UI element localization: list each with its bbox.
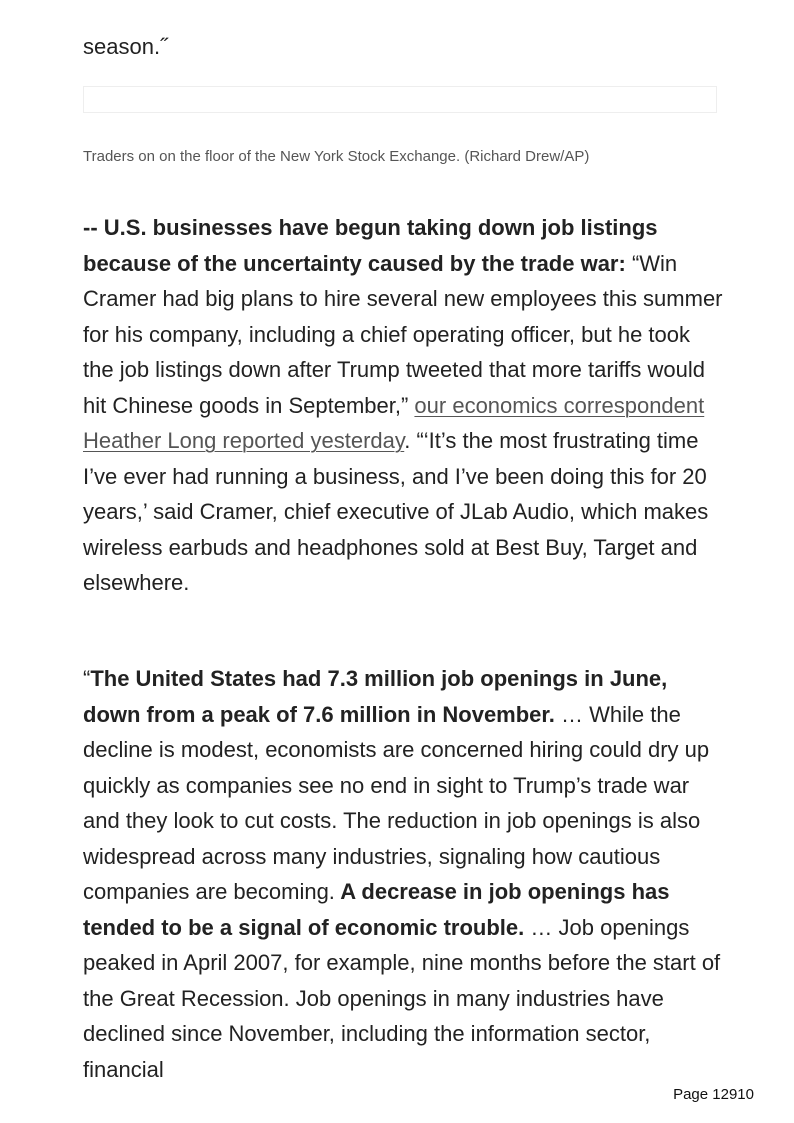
paragraph-bold-lead: -- U.S. businesses have begun taking down job listings because of the uncertainty caused by the trade war:	[83, 215, 658, 276]
job-openings-body-text: … While the decline is modest, economists are concerned hiring could dry up quickly as companies see no end in sight to Trump’s trade war and they look to cut costs. The reduction in job openings is also widespread across many industries, signaling how cautious companies are becoming.	[83, 701, 710, 904]
job-openings-bold-statement: The United States had 7.3 million job openings in June, down from a peak of 7.6 million in November.	[83, 666, 668, 727]
paragraph-quote-text: “Win Cramer had big plans to hire several new employees this summer for his company, including a chief operating officer, but he took the job listings down after Trump tweeted that more tariffs would hit Chinese goods in September,”	[83, 250, 723, 418]
page-number: Page 12910	[673, 1086, 754, 1103]
economic-trouble-bold-statement: A decrease in job openings has tended to be a signal of economic trouble.	[83, 879, 670, 940]
image-caption: Traders on on the floor of the New York Stock Exchange. (Richard Drew/AP)	[83, 148, 590, 165]
paragraph-quote-continuation: . “‘It’s the most frustrating time I’ve ever had running a business, and I’ve been doing this for 20 years,’ said Cramer, chief executive of JLab Audio, which makes wireless earbuds and headphones sold at Best Buy, Target and elsewhere.	[83, 428, 709, 595]
article-image-placeholder	[83, 86, 717, 113]
opening-quote-mark: “	[83, 666, 91, 691]
heather-long-report-link[interactable]: our economics correspondent Heather Long reported yesterday	[83, 392, 705, 453]
job-openings-history-text: … Job openings peaked in April 2007, for example, nine months before the start of the Great Recession. Job openings in many industries have declined since November, including the information sector, financial	[83, 914, 721, 1082]
article-paragraph-trade-war-job-listings	[83, 210, 723, 601]
lead-text-fragment: season.˝	[83, 34, 168, 59]
article-paragraph-job-openings	[83, 661, 723, 1087]
